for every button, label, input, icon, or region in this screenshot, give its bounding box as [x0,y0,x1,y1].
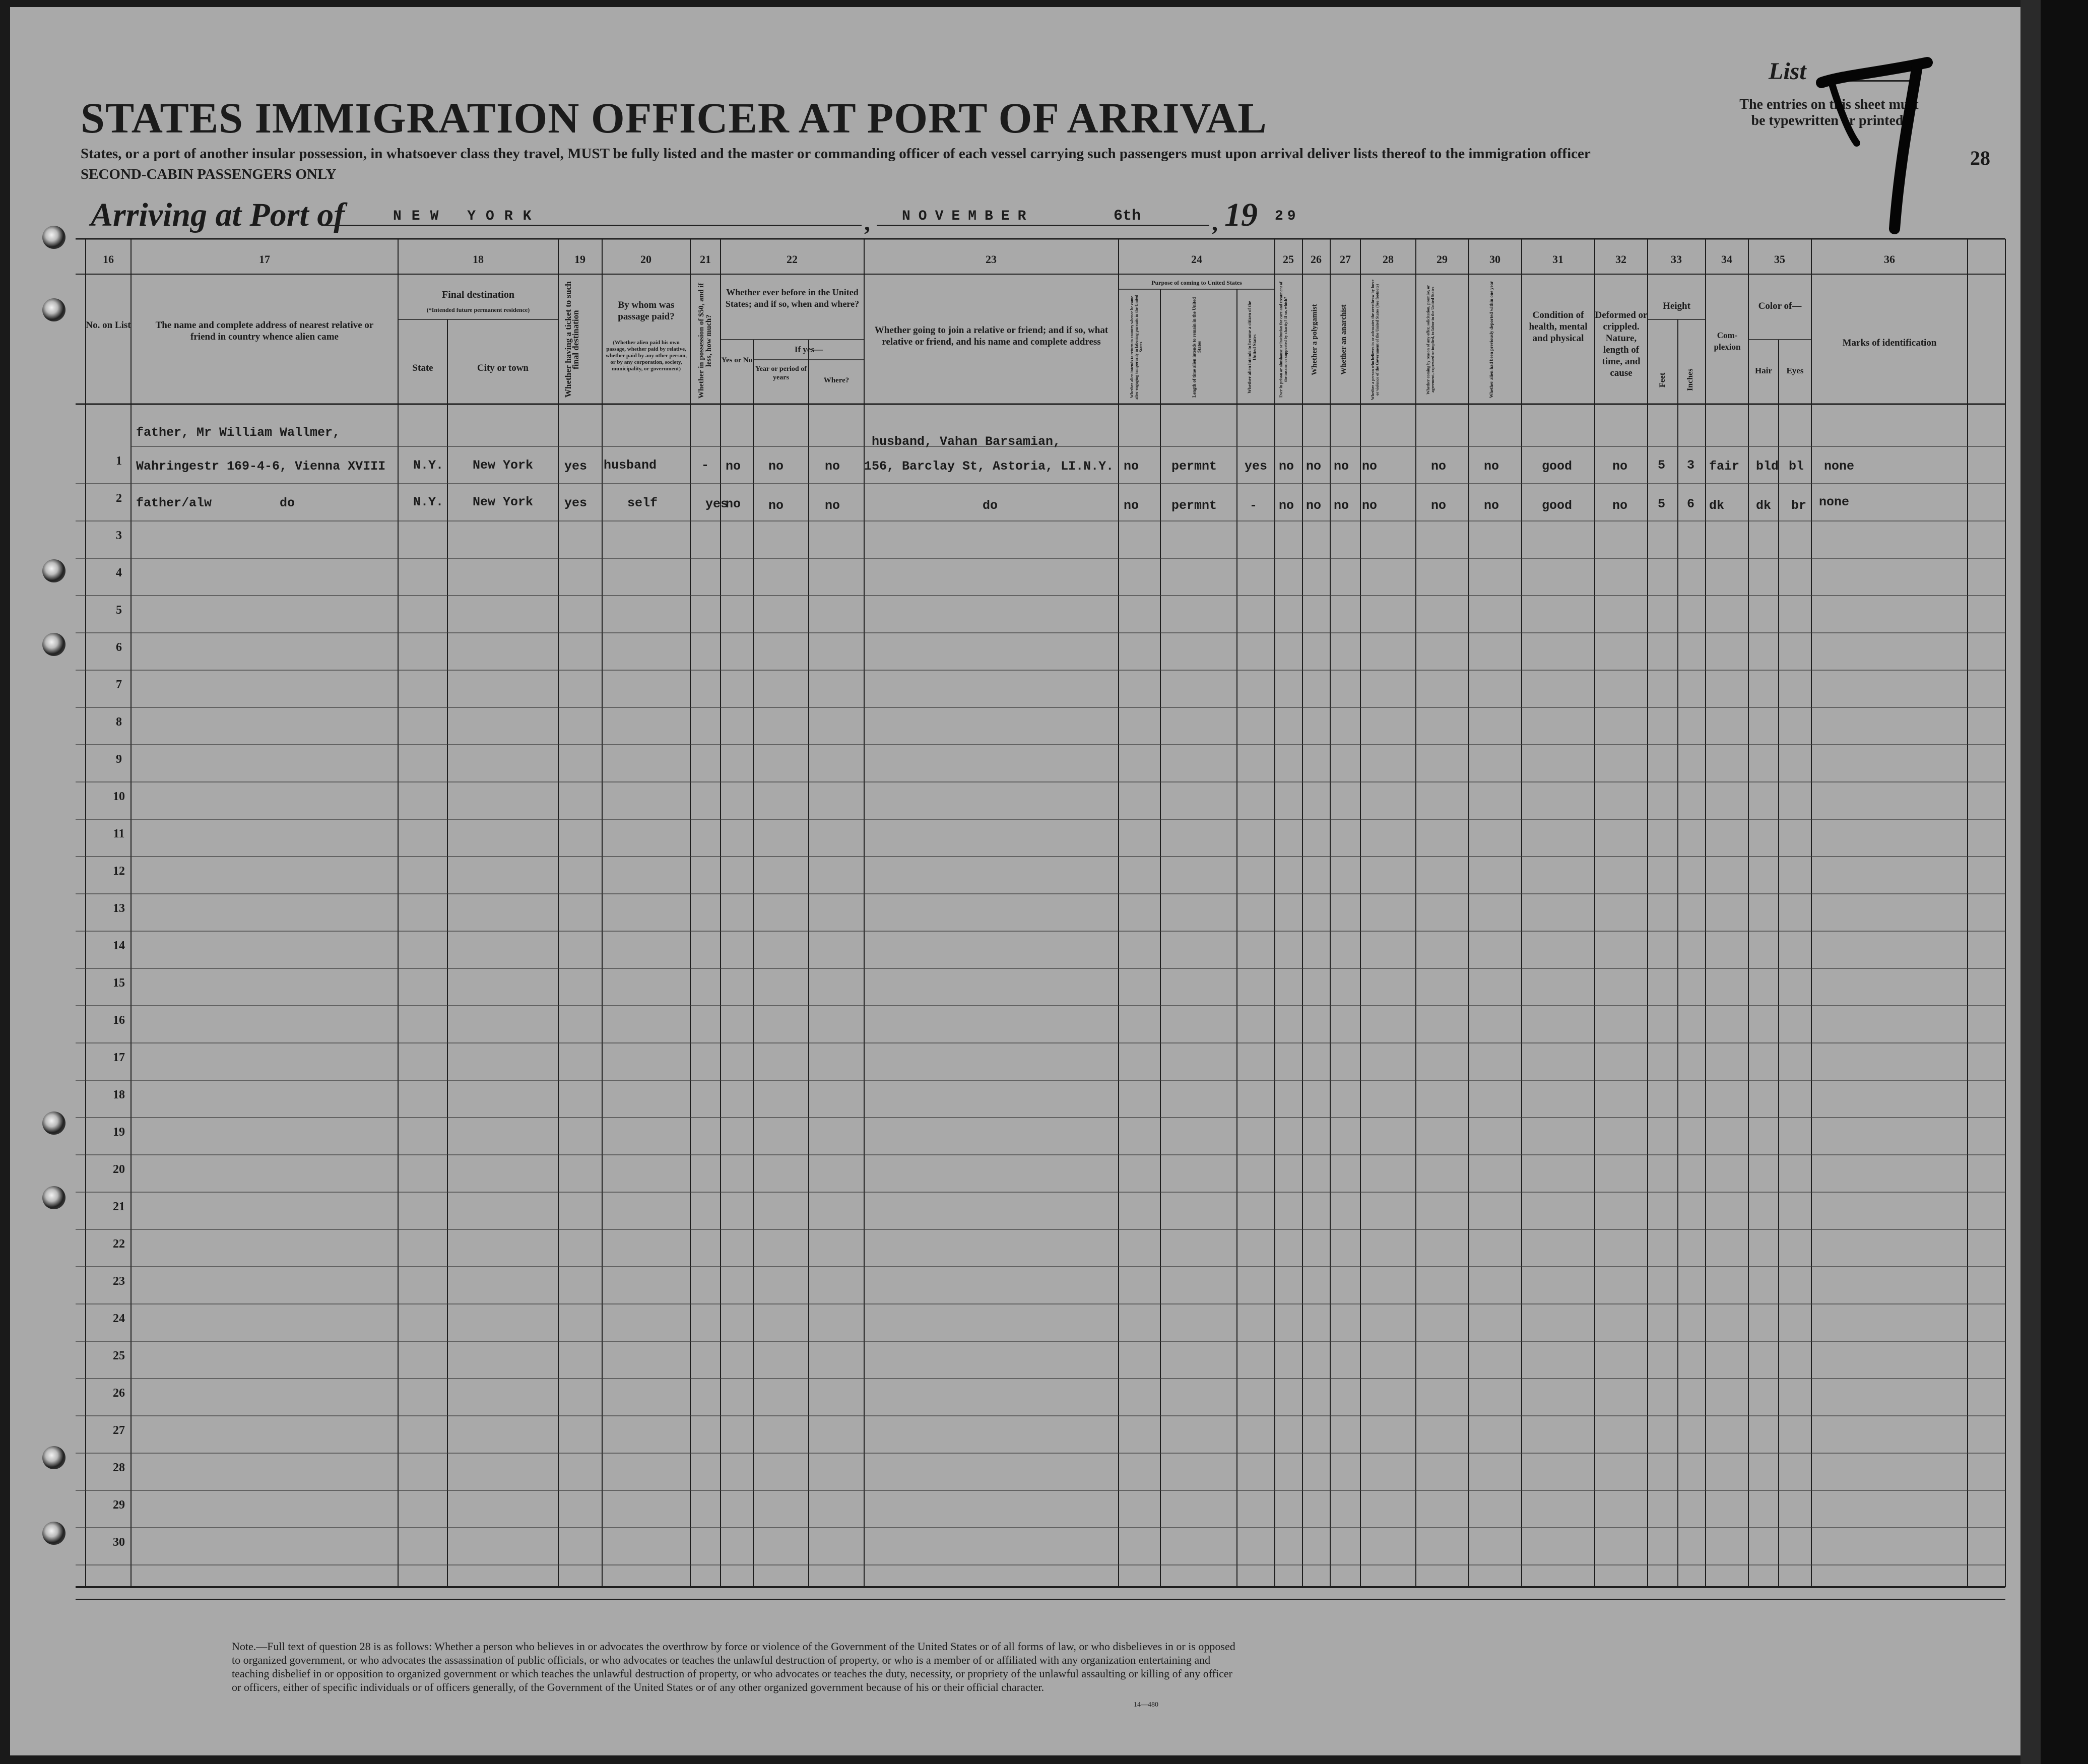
hdr-marks: Marks of identification [1842,338,1937,348]
entry2-feet: 5 [1658,497,1666,511]
entry1-paid-by: husband [604,458,657,473]
hdr-by-whom-note: (Whether alien paid his own passage, whether paid by relative, whether paid by any other person, or by any corporation, society, municipality, or government) [606,340,687,372]
entry1-prison: no [1279,459,1294,474]
binding-edge [2020,0,2041,1764]
hdr-no-on-list: No. on List [86,320,131,331]
row-number: 30 [113,1536,125,1549]
entry1-join-line2: 156, Barclay St, Astoria, LI.N.Y. [864,459,1114,474]
entry2-year-period: no [768,498,784,513]
entry1-length-stay: permnt [1171,459,1217,474]
entry1-citizen: yes [1245,459,1268,474]
row-number: 8 [116,715,122,729]
entry1-health: good [1542,459,1573,474]
colnum-30: 30 [1489,253,1500,266]
entry2-health: good [1542,498,1573,513]
hdr-anarchist: Whether an anarchist [1340,304,1348,375]
binder-hole [42,633,66,656]
entry1-q30: no [1484,459,1499,474]
hdr-feet: Feet [1658,372,1667,387]
form-subtitle: States, or a port of another insular possession, in whatsoever class they travel, MUST be fully listed and the master or commanding officer of each vessel carrying such passengers must upon arrival deliver lists thereof to the immigration officer [81,146,1591,162]
entry2-relative-line1: father/alw [136,496,212,510]
entry2-complexion: dk [1709,498,1725,513]
footnote: Note.—Full text of question 28 is as follows: Whether a person who believes in or advocates the overthrow by force or violence of the Government of the United States or of all forms of law, or who disbelieves in or is opposed to organized government, or who advocates the assassination of public officials, or who advocates or teaches the unlawful destruction of property, or who is a member of or affiliated with any organization entertaining and teaching disbelief in or opposition to organized government or which teaches the unlawful destruction of property, or who advocates or teaches the duty, necessity, or propriety of the unlawful assaulting or killing of any officer or officers, either of specific individuals or of officers generally, of the Government of the United States or of any other organized government because of his or their official character. [232,1640,1235,1693]
row-number: 27 [113,1424,125,1437]
entry1-inches: 3 [1687,458,1695,473]
row-number: 10 [113,790,125,803]
row-number: 25 [113,1349,125,1362]
row-number: 19 [113,1126,125,1139]
comma-1: , [864,209,870,236]
hdr-eyes: Eyes [1786,366,1804,375]
row-number: 7 [116,678,122,691]
form-code: 14—480 [1134,1701,1158,1709]
entry2-q30: no [1484,498,1499,513]
hdr-q30: Whether alien had been previously deported within one year [1489,281,1494,399]
colnum-34: 34 [1721,253,1732,266]
hdr-purpose-return: Whether alien intends to return to country whence he came after engaging temporarily in laboring pursuits in the United States [1130,295,1143,400]
entry2-ticket: yes [564,496,588,510]
arriving-label: Arriving at Port of [91,197,345,233]
row-number: 16 [113,1014,125,1027]
hdr-by-whom: By whom was passage paid? [618,300,675,322]
entry2-join-line1: do [983,498,998,513]
entry2-hair: dk [1756,498,1772,513]
entry1-q29: no [1431,459,1447,474]
hdr-join-relative: Whether going to join a relative or friend; and if so, what relative or friend, and his name and complete address [874,325,1108,347]
entry1-year-period: no [768,459,784,474]
row-number: 21 [113,1200,125,1213]
binder-hole [42,1522,66,1545]
row-number: 29 [113,1498,125,1512]
entry1-where: no [825,459,840,474]
hdr-state: State [412,363,433,373]
manifest-table-grid [10,7,2020,1755]
hdr-q28: Whether a person who believes in or advocates the overthrow by force or violence of the Government of the United States (See footnote) [1371,279,1380,400]
hdr-relative-address: The name and complete address of nearest relative or friend in country whence alien came [155,320,374,342]
binder-hole [42,298,66,321]
row-number: 6 [116,641,122,654]
hdr-yes-or-no: Yes or No [721,356,753,364]
page-number: 28 [1970,147,1990,169]
entry2-paid-by: self [627,496,658,510]
entry1-feet: 5 [1658,458,1666,473]
hdr-fifty: Whether in possession of $50, and if less, how much? [697,283,713,399]
entry1-hair: bld [1756,459,1779,474]
row-number: 23 [113,1275,125,1288]
entry1-marks: none [1824,459,1855,474]
hdr-where: Where? [823,376,850,384]
hdr-inches: Inches [1686,368,1694,391]
colnum-20: 20 [640,253,651,266]
year-suffix: 29 [1275,209,1300,224]
entry2-relative-ditto: do [280,496,295,510]
entry1-ticket: yes [564,459,588,474]
colnum-24: 24 [1191,253,1202,266]
entry1-ever-before: no [726,459,741,474]
entry2-city: New York [473,495,534,509]
entry2-prison: no [1279,498,1294,513]
entry2-state: N.Y. [413,495,444,509]
hdr-color-of: Color of— [1758,301,1802,311]
entry1-eyes: bl [1789,459,1804,474]
entry2-marks: none [1819,495,1850,509]
entry2-where: no [825,498,840,513]
entry1-state: N.Y. [413,458,444,473]
list-note: The entries on this sheet must be typewritten or printed. [1739,97,1919,128]
port-value: NEW YORK [393,209,542,224]
hdr-final-destination: Final destination [442,289,514,300]
row-number: 14 [113,939,125,952]
colnum-33: 33 [1671,253,1682,266]
day-value: 6th [1114,208,1141,225]
hdr-purpose-length: Length of time alien intends to remain in the United States [1192,297,1202,398]
row-number: 11 [113,827,125,840]
entry1-deformed: no [1612,459,1628,474]
hdr-q29: Whether coming by reason of any offer, solicitation, promise, or agreement, expressed or implied, to labor in the United States [1426,285,1435,395]
hdr-ever-before: Whether ever before in the United States; and if so, when and where? [725,287,860,309]
entry1-fifty: - [701,458,709,473]
hdr-if-yes: If yes— [794,345,823,354]
manifest-sheet [10,7,2020,1755]
hdr-purpose: Purpose of coming to United States [1151,279,1242,286]
hdr-hair: Hair [1755,366,1772,375]
row-number: 5 [116,604,122,617]
hdr-condition: Condition of health, mental and physical [1529,310,1588,344]
colnum-31: 31 [1552,253,1563,266]
colnum-32: 32 [1615,253,1626,266]
class-line: SECOND-CABIN PASSENGERS ONLY [81,166,337,182]
entry1-relative-line1: father, Mr William Wallmer, [136,425,341,440]
row-number: 22 [113,1237,125,1251]
colnum-17: 17 [259,253,270,266]
month-value: NOVEMBER [902,209,1034,224]
row-number: 20 [113,1163,125,1176]
hdr-ticket: Whether having a ticket to such final destination [563,281,580,398]
row-number: 26 [113,1387,125,1400]
colnum-19: 19 [574,253,585,266]
year-prefix: 19 [1224,197,1258,233]
row-number: 24 [113,1312,125,1325]
entry2-polygamist: no [1306,498,1322,513]
entry2-deformed: no [1612,498,1628,513]
hdr-deformed: Deformed or crippled. Nature, length of time, and cause [1595,310,1648,378]
hdr-prison: Ever in prison or almshouse or institution for care and treatment of the insane, or supported by charity? If so, which? [1279,282,1288,398]
colnum-25: 25 [1283,253,1294,266]
hdr-height: Height [1663,301,1690,311]
row-number: 9 [116,753,122,766]
row-number: 15 [113,976,125,990]
colnum-16: 16 [103,253,114,266]
row-number: 17 [113,1051,125,1064]
list-label: List [1769,58,1806,85]
entry1-return: no [1124,459,1139,474]
colnum-28: 28 [1383,253,1394,266]
hdr-final-destination-note: (*Intended future permanent residence) [426,306,530,313]
colnum-23: 23 [986,253,997,266]
row-number: 28 [113,1461,125,1474]
binder-hole [42,1112,66,1135]
hdr-polygamist: Whether a polygamist [1311,304,1319,375]
colnum-36: 36 [1884,253,1895,266]
entry2-return: no [1124,498,1139,513]
entry2-anarchist: no [1334,498,1349,513]
entry1-complexion: fair [1709,459,1740,474]
entry2-fifty: yes [705,497,729,511]
row-number: 1 [116,454,122,468]
row-number: 12 [113,865,125,878]
entry1-polygamist: no [1306,459,1322,474]
entry1-join-line1: husband, Vahan Barsamian, [872,434,1061,449]
binder-hole [42,1186,66,1209]
form-title: STATES IMMIGRATION OFFICER AT PORT OF ARRIVAL [81,94,1267,142]
binder-hole [42,1446,66,1469]
colnum-29: 29 [1437,253,1448,266]
row-number: 13 [113,902,125,915]
hdr-purpose-citizen: Whether alien intends to become a citizen of the United States [1247,301,1257,394]
entry2-q28: no [1362,498,1378,513]
row-number: 2 [116,492,122,505]
colnum-22: 22 [787,253,798,266]
entry2-q29: no [1431,498,1447,513]
entry2-eyes: br [1791,498,1807,513]
colnum-18: 18 [473,253,484,266]
hdr-complexion: Com-plexion [1714,331,1741,352]
row-number: 4 [116,566,122,579]
entry2-ever-before: no [726,497,741,511]
colnum-21: 21 [700,253,711,266]
scan-background [2041,0,2088,1764]
entry2-inches: 6 [1687,497,1695,511]
hdr-year-period: Year or period of years [755,365,807,381]
colnum-26: 26 [1311,253,1322,266]
entry1-anarchist: no [1334,459,1349,474]
entry2-length-stay: permnt [1171,498,1217,513]
colnum-35: 35 [1774,253,1785,266]
hdr-city: City or town [477,363,529,373]
binder-hole [42,226,66,249]
entry2-citizen: - [1250,498,1258,513]
binder-hole [42,559,66,582]
colnum-27: 27 [1340,253,1351,266]
entry1-relative-line2: Wahringestr 169-4-6, Vienna XVIII [136,459,386,474]
comma-2: , [1212,209,1218,236]
row-number: 3 [116,529,122,542]
row-number: 18 [113,1088,125,1101]
entry1-city: New York [473,458,534,473]
entry1-q28: no [1362,459,1378,474]
